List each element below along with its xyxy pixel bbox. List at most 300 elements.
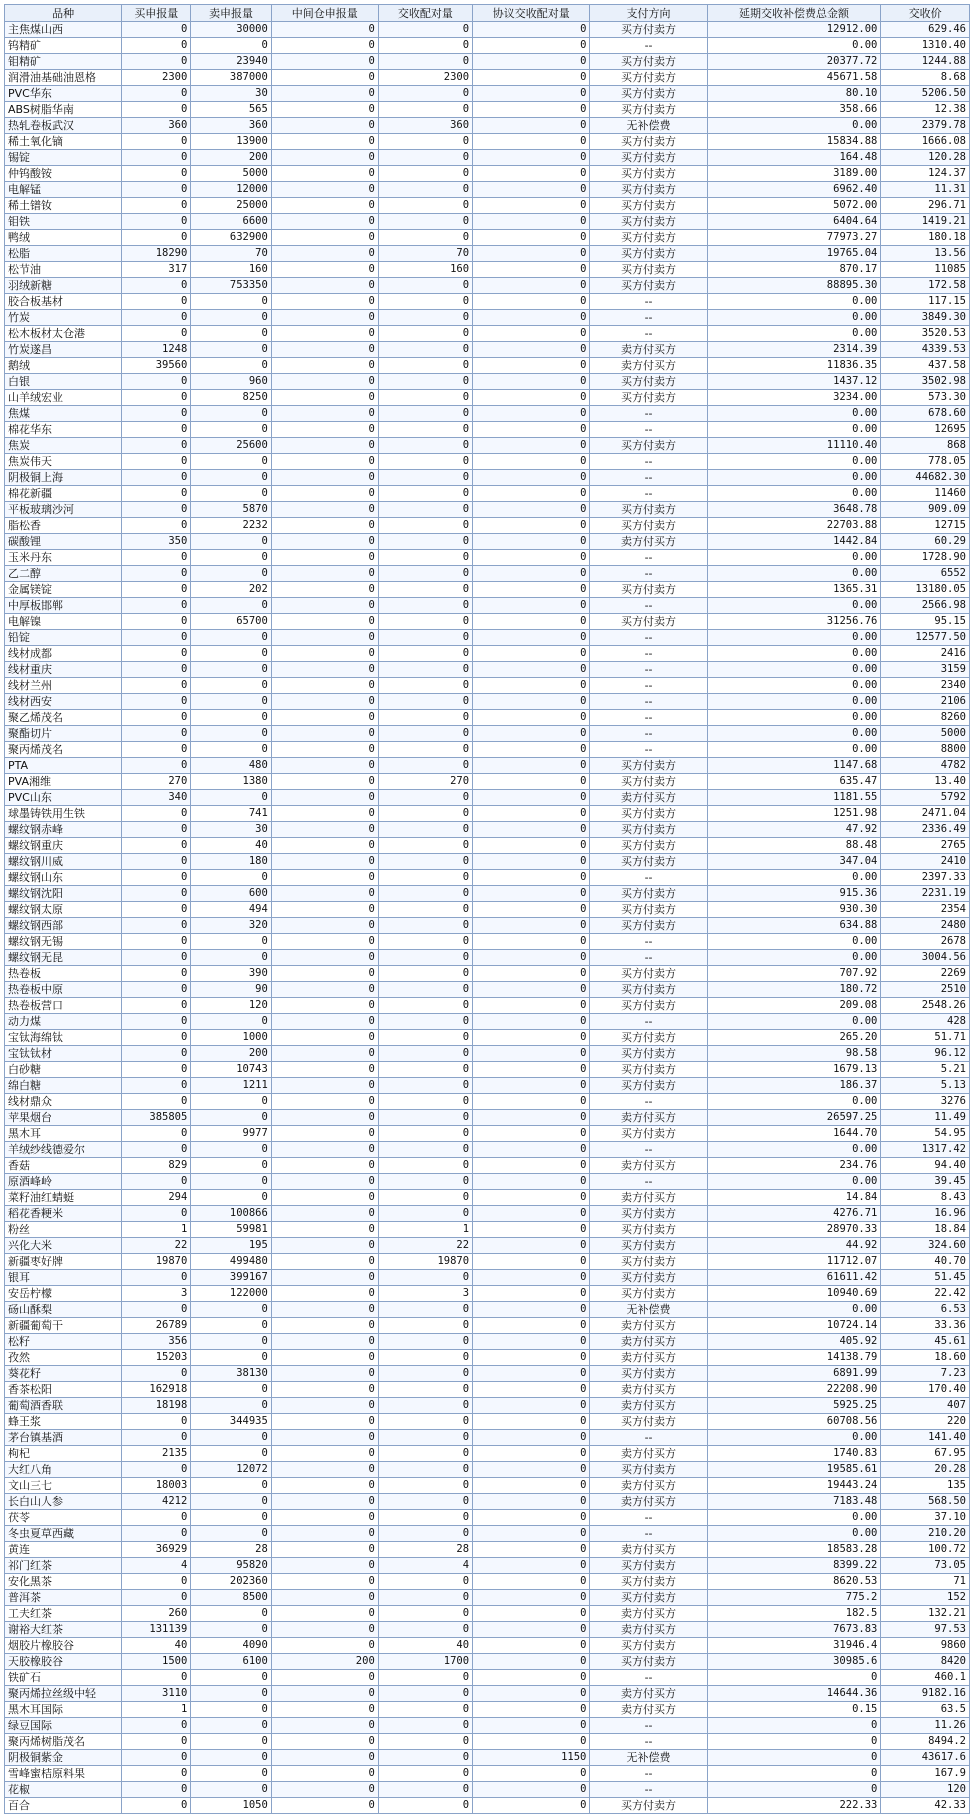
cell-product: 茅台镇基酒 <box>5 1430 122 1446</box>
cell-matched-qty: 0 <box>378 1174 472 1190</box>
cell-matched-qty: 0 <box>378 326 472 342</box>
cell-delivery-price: 63.5 <box>881 1702 970 1718</box>
cell-buy-qty: 0 <box>122 614 191 630</box>
cell-delivery-price: 3276 <box>881 1094 970 1110</box>
cell-compensation-total: 0 <box>707 1766 881 1782</box>
cell-delivery-price: 629.46 <box>881 22 970 38</box>
table-row <box>5 1430 970 1446</box>
cell-buy-qty: 36929 <box>122 1542 191 1558</box>
cell-payment-direction: 买方付卖方 <box>590 198 707 214</box>
cell-agreement-qty: 0 <box>473 630 590 646</box>
table-row <box>5 1766 970 1782</box>
cell-delivery-price: 8.43 <box>881 1190 970 1206</box>
cell-compensation-total: 80.10 <box>707 86 881 102</box>
cell-sell-qty: 8250 <box>191 390 272 406</box>
cell-payment-direction: -- <box>590 422 707 438</box>
cell-buy-qty: 270 <box>122 774 191 790</box>
cell-agreement-qty: 0 <box>473 390 590 406</box>
cell-product: 聚乙烯茂名 <box>5 710 122 726</box>
cell-matched-qty: 0 <box>378 998 472 1014</box>
cell-compensation-total: 0.00 <box>707 422 881 438</box>
cell-buy-qty: 0 <box>122 1510 191 1526</box>
table-row <box>5 678 970 694</box>
cell-warehouse-qty: 0 <box>271 70 378 86</box>
table-row <box>5 566 970 582</box>
cell-buy-qty: 0 <box>122 22 191 38</box>
cell-product: 热轧卷板武汉 <box>5 118 122 134</box>
cell-agreement-qty: 0 <box>473 342 590 358</box>
cell-warehouse-qty: 0 <box>271 102 378 118</box>
cell-agreement-qty: 0 <box>473 886 590 902</box>
cell-warehouse-qty: 0 <box>271 1366 378 1382</box>
cell-payment-direction: -- <box>590 294 707 310</box>
cell-payment-direction: -- <box>590 630 707 646</box>
cell-payment-direction: 买方付卖方 <box>590 278 707 294</box>
cell-product: 钼铁 <box>5 214 122 230</box>
cell-payment-direction: 买方付卖方 <box>590 1414 707 1430</box>
cell-product: 胶合板基材 <box>5 294 122 310</box>
cell-product: 银耳 <box>5 1270 122 1286</box>
cell-matched-qty: 0 <box>378 1478 472 1494</box>
cell-delivery-price: 141.40 <box>881 1430 970 1446</box>
cell-sell-qty: 195 <box>191 1238 272 1254</box>
cell-matched-qty: 0 <box>378 694 472 710</box>
cell-delivery-price: 152 <box>881 1590 970 1606</box>
cell-matched-qty: 0 <box>378 646 472 662</box>
cell-compensation-total: 0.00 <box>707 630 881 646</box>
cell-agreement-qty: 0 <box>473 758 590 774</box>
cell-buy-qty: 0 <box>122 1718 191 1734</box>
cell-compensation-total: 1644.70 <box>707 1126 881 1142</box>
cell-warehouse-qty: 0 <box>271 918 378 934</box>
cell-agreement-qty: 0 <box>473 870 590 886</box>
cell-matched-qty: 0 <box>378 1398 472 1414</box>
cell-warehouse-qty: 0 <box>271 678 378 694</box>
cell-agreement-qty: 0 <box>473 1318 590 1334</box>
cell-delivery-price: 37.10 <box>881 1510 970 1526</box>
cell-payment-direction: -- <box>590 454 707 470</box>
cell-compensation-total: 14.84 <box>707 1190 881 1206</box>
cell-matched-qty: 0 <box>378 1430 472 1446</box>
table-row <box>5 1126 970 1142</box>
cell-matched-qty: 0 <box>378 806 472 822</box>
cell-delivery-price: 73.05 <box>881 1558 970 1574</box>
cell-matched-qty: 0 <box>378 358 472 374</box>
cell-matched-qty: 0 <box>378 182 472 198</box>
cell-compensation-total: 182.5 <box>707 1606 881 1622</box>
cell-delivery-price: 11.31 <box>881 182 970 198</box>
cell-warehouse-qty: 0 <box>271 870 378 886</box>
cell-sell-qty: 5870 <box>191 502 272 518</box>
table-row <box>5 630 970 646</box>
cell-sell-qty: 0 <box>191 1766 272 1782</box>
cell-buy-qty: 356 <box>122 1334 191 1350</box>
cell-payment-direction: 卖方付买方 <box>590 1702 707 1718</box>
cell-product: 百合 <box>5 1798 122 1814</box>
cell-warehouse-qty: 0 <box>271 230 378 246</box>
cell-payment-direction: -- <box>590 326 707 342</box>
cell-matched-qty: 0 <box>378 534 472 550</box>
cell-delivery-price: 180.18 <box>881 230 970 246</box>
cell-delivery-price: 909.09 <box>881 502 970 518</box>
cell-compensation-total: 0.00 <box>707 694 881 710</box>
table-row <box>5 1078 970 1094</box>
table-row <box>5 950 970 966</box>
cell-compensation-total: 19765.04 <box>707 246 881 262</box>
cell-sell-qty: 23940 <box>191 54 272 70</box>
cell-sell-qty: 122000 <box>191 1286 272 1302</box>
cell-product: 鸭绒 <box>5 230 122 246</box>
cell-buy-qty: 1 <box>122 1702 191 1718</box>
cell-agreement-qty: 0 <box>473 902 590 918</box>
cell-warehouse-qty: 0 <box>271 278 378 294</box>
cell-payment-direction: 买方付卖方 <box>590 1270 707 1286</box>
cell-product: 线材鼎众 <box>5 1094 122 1110</box>
cell-delivery-price: 11460 <box>881 486 970 502</box>
cell-warehouse-qty: 0 <box>271 982 378 998</box>
cell-agreement-qty: 0 <box>473 1030 590 1046</box>
cell-sell-qty: 0 <box>191 470 272 486</box>
cell-payment-direction: -- <box>590 1734 707 1750</box>
cell-agreement-qty: 0 <box>473 1670 590 1686</box>
cell-buy-qty: 0 <box>122 198 191 214</box>
cell-buy-qty: 4212 <box>122 1494 191 1510</box>
cell-buy-qty: 260 <box>122 1606 191 1622</box>
cell-sell-qty: 0 <box>191 406 272 422</box>
cell-delivery-price: 220 <box>881 1414 970 1430</box>
table-row <box>5 1606 970 1622</box>
cell-warehouse-qty: 0 <box>271 1718 378 1734</box>
cell-sell-qty: 0 <box>191 1190 272 1206</box>
cell-payment-direction: 卖方付买方 <box>590 1478 707 1494</box>
cell-agreement-qty: 0 <box>473 1782 590 1798</box>
cell-product: 羽绒新糖 <box>5 278 122 294</box>
cell-matched-qty: 0 <box>378 502 472 518</box>
cell-agreement-qty: 0 <box>473 502 590 518</box>
table-row <box>5 1030 970 1046</box>
table-row <box>5 1670 970 1686</box>
cell-warehouse-qty: 0 <box>271 566 378 582</box>
cell-matched-qty: 0 <box>378 1030 472 1046</box>
cell-buy-qty: 0 <box>122 310 191 326</box>
cell-product: 粉丝 <box>5 1222 122 1238</box>
cell-agreement-qty: 0 <box>473 1702 590 1718</box>
cell-agreement-qty: 0 <box>473 278 590 294</box>
cell-payment-direction: 买方付卖方 <box>590 614 707 630</box>
cell-sell-qty: 200 <box>191 150 272 166</box>
cell-compensation-total: 0.00 <box>707 934 881 950</box>
cell-warehouse-qty: 0 <box>271 1190 378 1206</box>
cell-delivery-price: 678.60 <box>881 406 970 422</box>
cell-delivery-price: 568.50 <box>881 1494 970 1510</box>
table-row <box>5 1558 970 1574</box>
cell-product: 工夫红茶 <box>5 1606 122 1622</box>
cell-warehouse-qty: 0 <box>271 1446 378 1462</box>
cell-compensation-total: 14138.79 <box>707 1350 881 1366</box>
cell-product: 山羊绒宏业 <box>5 390 122 406</box>
cell-matched-qty: 0 <box>378 790 472 806</box>
table-row <box>5 1414 970 1430</box>
cell-buy-qty: 2300 <box>122 70 191 86</box>
cell-sell-qty: 0 <box>191 1318 272 1334</box>
table-row <box>5 822 970 838</box>
cell-payment-direction: 买方付卖方 <box>590 246 707 262</box>
cell-matched-qty: 19870 <box>378 1254 472 1270</box>
cell-payment-direction: 卖方付买方 <box>590 1110 707 1126</box>
cell-buy-qty: 18198 <box>122 1398 191 1414</box>
cell-payment-direction: 卖方付买方 <box>590 1494 707 1510</box>
cell-warehouse-qty: 0 <box>271 294 378 310</box>
cell-warehouse-qty: 0 <box>271 1542 378 1558</box>
cell-delivery-price: 2397.33 <box>881 870 970 886</box>
cell-delivery-price: 2765 <box>881 838 970 854</box>
cell-buy-qty: 0 <box>122 1046 191 1062</box>
cell-buy-qty: 0 <box>122 822 191 838</box>
table-row <box>5 86 970 102</box>
cell-warehouse-qty: 0 <box>271 1046 378 1062</box>
cell-payment-direction: -- <box>590 470 707 486</box>
cell-payment-direction: 买方付卖方 <box>590 262 707 278</box>
cell-product: 普洱茶 <box>5 1590 122 1606</box>
cell-buy-qty: 0 <box>122 838 191 854</box>
cell-compensation-total: 1442.84 <box>707 534 881 550</box>
cell-delivery-price: 12.38 <box>881 102 970 118</box>
cell-payment-direction: 买方付卖方 <box>590 1078 707 1094</box>
cell-buy-qty: 0 <box>122 694 191 710</box>
cell-delivery-price: 1310.40 <box>881 38 970 54</box>
cell-buy-qty: 0 <box>122 710 191 726</box>
cell-buy-qty: 0 <box>122 54 191 70</box>
cell-delivery-price: 60.29 <box>881 534 970 550</box>
cell-buy-qty: 15203 <box>122 1350 191 1366</box>
cell-matched-qty: 0 <box>378 454 472 470</box>
cell-compensation-total: 707.92 <box>707 966 881 982</box>
cell-warehouse-qty: 0 <box>271 374 378 390</box>
cell-matched-qty: 0 <box>378 1190 472 1206</box>
cell-delivery-price: 124.37 <box>881 166 970 182</box>
cell-agreement-qty: 0 <box>473 1622 590 1638</box>
cell-sell-qty: 4090 <box>191 1638 272 1654</box>
col-header-compensation-total: 延期交收补偿费总金额 <box>707 5 881 22</box>
cell-compensation-total: 6962.40 <box>707 182 881 198</box>
cell-payment-direction: 卖方付买方 <box>590 1158 707 1174</box>
table-row <box>5 1190 970 1206</box>
cell-agreement-qty: 0 <box>473 822 590 838</box>
cell-warehouse-qty: 0 <box>271 614 378 630</box>
cell-compensation-total: 7673.83 <box>707 1622 881 1638</box>
cell-buy-qty: 340 <box>122 790 191 806</box>
cell-payment-direction: 卖方付买方 <box>590 1542 707 1558</box>
cell-agreement-qty: 0 <box>473 518 590 534</box>
cell-sell-qty: 0 <box>191 294 272 310</box>
cell-agreement-qty: 0 <box>473 678 590 694</box>
cell-compensation-total: 2314.39 <box>707 342 881 358</box>
cell-buy-qty: 3110 <box>122 1686 191 1702</box>
cell-matched-qty: 0 <box>378 1110 472 1126</box>
cell-compensation-total: 3648.78 <box>707 502 881 518</box>
table-row <box>5 662 970 678</box>
cell-warehouse-qty: 0 <box>271 1798 378 1814</box>
cell-buy-qty: 0 <box>122 1590 191 1606</box>
cell-sell-qty: 0 <box>191 1670 272 1686</box>
table-row <box>5 774 970 790</box>
cell-matched-qty: 0 <box>378 582 472 598</box>
cell-buy-qty: 131139 <box>122 1622 191 1638</box>
cell-buy-qty: 3 <box>122 1286 191 1302</box>
cell-warehouse-qty: 0 <box>271 886 378 902</box>
cell-delivery-price: 13.40 <box>881 774 970 790</box>
cell-agreement-qty: 0 <box>473 566 590 582</box>
cell-product: 金属镁锭 <box>5 582 122 598</box>
cell-payment-direction: 买方付卖方 <box>590 1254 707 1270</box>
cell-delivery-price: 5206.50 <box>881 86 970 102</box>
cell-warehouse-qty: 0 <box>271 454 378 470</box>
cell-delivery-price: 22.42 <box>881 1286 970 1302</box>
cell-warehouse-qty: 0 <box>271 518 378 534</box>
cell-agreement-qty: 0 <box>473 742 590 758</box>
cell-compensation-total: 88.48 <box>707 838 881 854</box>
cell-compensation-total: 8399.22 <box>707 1558 881 1574</box>
cell-buy-qty: 0 <box>122 166 191 182</box>
table-row <box>5 1702 970 1718</box>
cell-sell-qty: 1050 <box>191 1798 272 1814</box>
cell-buy-qty: 0 <box>122 630 191 646</box>
cell-buy-qty: 0 <box>122 1782 191 1798</box>
cell-warehouse-qty: 0 <box>271 790 378 806</box>
cell-payment-direction: 卖方付买方 <box>590 1382 707 1398</box>
table-row <box>5 1302 970 1318</box>
cell-product: 润滑油基础油恩格 <box>5 70 122 86</box>
cell-payment-direction: -- <box>590 662 707 678</box>
cell-matched-qty: 0 <box>378 678 472 694</box>
table-row <box>5 1238 970 1254</box>
cell-compensation-total: 0.00 <box>707 646 881 662</box>
cell-compensation-total: 15834.88 <box>707 134 881 150</box>
cell-warehouse-qty: 0 <box>271 1478 378 1494</box>
cell-agreement-qty: 0 <box>473 150 590 166</box>
cell-matched-qty: 0 <box>378 294 472 310</box>
table-body <box>5 22 970 1814</box>
cell-agreement-qty: 0 <box>473 1638 590 1654</box>
cell-buy-qty: 0 <box>122 86 191 102</box>
cell-payment-direction: 卖方付买方 <box>590 1606 707 1622</box>
cell-warehouse-qty: 0 <box>271 502 378 518</box>
cell-compensation-total: 3234.00 <box>707 390 881 406</box>
cell-delivery-price: 95.15 <box>881 614 970 630</box>
cell-compensation-total: 47.92 <box>707 822 881 838</box>
cell-sell-qty: 0 <box>191 870 272 886</box>
cell-compensation-total: 8620.53 <box>707 1574 881 1590</box>
cell-agreement-qty: 0 <box>473 22 590 38</box>
cell-delivery-price: 2379.78 <box>881 118 970 134</box>
cell-matched-qty: 0 <box>378 1702 472 1718</box>
cell-sell-qty: 0 <box>191 486 272 502</box>
cell-sell-qty: 5000 <box>191 166 272 182</box>
cell-matched-qty: 0 <box>378 150 472 166</box>
cell-buy-qty: 0 <box>122 854 191 870</box>
cell-delivery-price: 8800 <box>881 742 970 758</box>
cell-warehouse-qty: 0 <box>271 1286 378 1302</box>
cell-compensation-total: 775.2 <box>707 1590 881 1606</box>
cell-compensation-total: 61611.42 <box>707 1270 881 1286</box>
cell-delivery-price: 3502.98 <box>881 374 970 390</box>
cell-sell-qty: 0 <box>191 742 272 758</box>
cell-warehouse-qty: 0 <box>271 1094 378 1110</box>
table-row <box>5 198 970 214</box>
cell-payment-direction: 买方付卖方 <box>590 1574 707 1590</box>
cell-buy-qty: 0 <box>122 294 191 310</box>
cell-agreement-qty: 0 <box>473 198 590 214</box>
table-row <box>5 22 970 38</box>
cell-sell-qty: 200 <box>191 1046 272 1062</box>
table-row <box>5 1462 970 1478</box>
table-row <box>5 1350 970 1366</box>
table-row <box>5 246 970 262</box>
cell-delivery-price: 167.9 <box>881 1766 970 1782</box>
cell-agreement-qty: 0 <box>473 1110 590 1126</box>
cell-buy-qty: 0 <box>122 134 191 150</box>
cell-agreement-qty: 0 <box>473 1526 590 1542</box>
cell-matched-qty: 0 <box>378 470 472 486</box>
cell-product: 脂松香 <box>5 518 122 534</box>
cell-delivery-price: 437.58 <box>881 358 970 374</box>
cell-product: 鹅绒 <box>5 358 122 374</box>
cell-matched-qty: 0 <box>378 566 472 582</box>
cell-warehouse-qty: 0 <box>271 854 378 870</box>
table-row <box>5 486 970 502</box>
cell-delivery-price: 460.1 <box>881 1670 970 1686</box>
cell-buy-qty: 0 <box>122 998 191 1014</box>
cell-product: 热卷板 <box>5 966 122 982</box>
cell-matched-qty: 0 <box>378 1078 472 1094</box>
cell-delivery-price: 9860 <box>881 1638 970 1654</box>
cell-sell-qty: 0 <box>191 950 272 966</box>
cell-product: 电解锰 <box>5 182 122 198</box>
cell-buy-qty: 0 <box>122 966 191 982</box>
cell-product: 聚丙烯拉丝级中轻 <box>5 1686 122 1702</box>
cell-compensation-total: 870.17 <box>707 262 881 278</box>
cell-payment-direction: 买方付卖方 <box>590 22 707 38</box>
cell-product: 螺纹钢山东 <box>5 870 122 886</box>
cell-payment-direction: 买方付卖方 <box>590 54 707 70</box>
cell-matched-qty: 270 <box>378 774 472 790</box>
cell-product: 羊绒纱线德爱尔 <box>5 1142 122 1158</box>
cell-compensation-total: 0.15 <box>707 1702 881 1718</box>
table-row <box>5 1590 970 1606</box>
table-row <box>5 998 970 1014</box>
cell-product: 天胶橡胶谷 <box>5 1654 122 1670</box>
cell-matched-qty: 0 <box>378 1510 472 1526</box>
cell-sell-qty: 0 <box>191 1622 272 1638</box>
cell-product: 香茶松阳 <box>5 1382 122 1398</box>
cell-delivery-price: 6552 <box>881 566 970 582</box>
cell-matched-qty: 0 <box>378 1126 472 1142</box>
cell-warehouse-qty: 0 <box>271 326 378 342</box>
table-row <box>5 886 970 902</box>
cell-compensation-total: 10940.69 <box>707 1286 881 1302</box>
cell-sell-qty: 387000 <box>191 70 272 86</box>
cell-agreement-qty: 0 <box>473 294 590 310</box>
cell-agreement-qty: 0 <box>473 550 590 566</box>
cell-warehouse-qty: 0 <box>271 214 378 230</box>
cell-product: 冬虫夏草西藏 <box>5 1526 122 1542</box>
cell-warehouse-qty: 0 <box>271 1318 378 1334</box>
cell-compensation-total: 0.00 <box>707 742 881 758</box>
cell-agreement-qty: 0 <box>473 806 590 822</box>
cell-agreement-qty: 0 <box>473 1334 590 1350</box>
cell-buy-qty: 0 <box>122 454 191 470</box>
cell-agreement-qty: 0 <box>473 934 590 950</box>
